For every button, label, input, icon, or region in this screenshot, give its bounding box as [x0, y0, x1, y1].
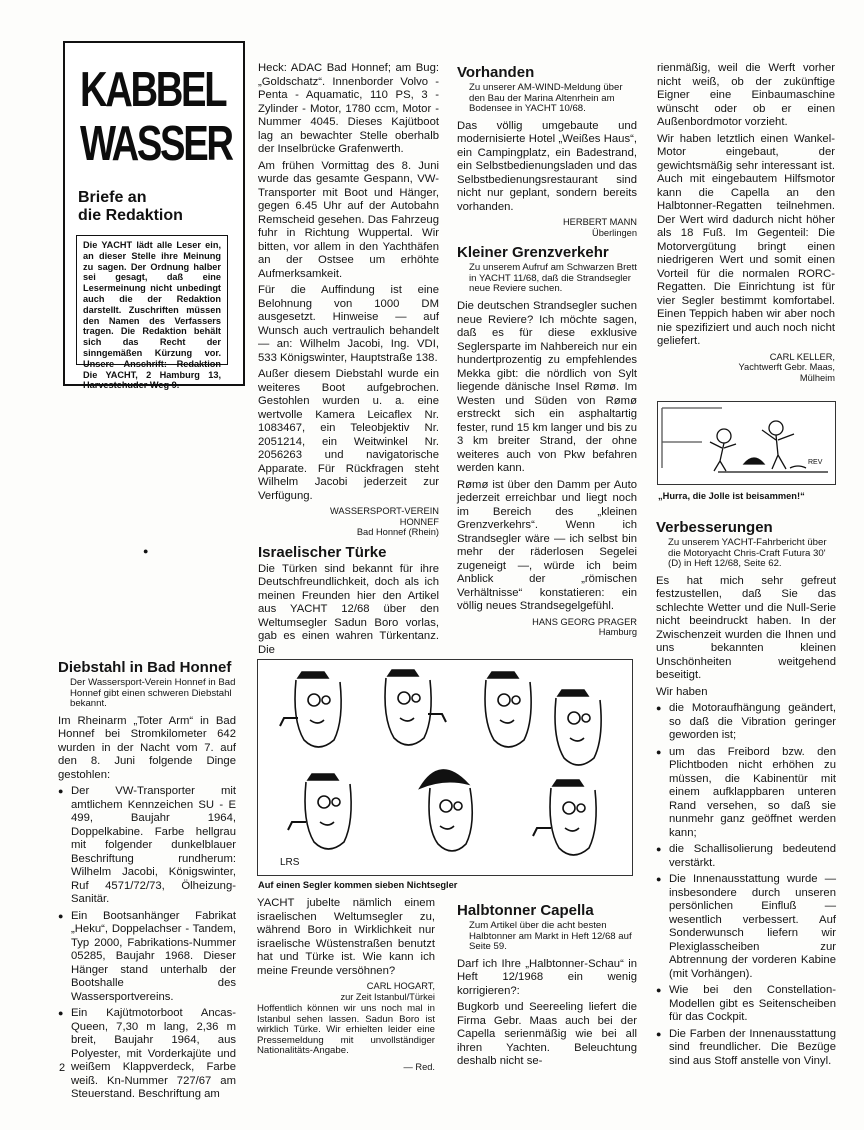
article-lead: Zu unserer AM-WIND-Meldung über den Bau der Marina Altenrhein am Bodensee in YACHT 10/68. — [469, 82, 623, 115]
paragraph: YACHT jubelte nämlich einem israelischen Weltumsegler zu, während Boro in Wirklichkeit nur israelische Wüstenstraßen benutzt hat und Türke ist. Wie kann ich meine Freunde versöhnen? — [257, 897, 435, 977]
article-lead: Der Wassersport-Verein Honnef in Bad Honnef gibt einen schweren Diebstahl bekannt. — [70, 677, 236, 710]
signature: Überlingen — [592, 227, 637, 238]
editor-signature: — Red. — [403, 1061, 435, 1072]
bullet-item: ● um das Freibord bzw. den Plichtboden nicht erhöhen zu müssen, die Kabinentür mit einem aufklappbaren unteren Rand versehen, so daß sie nunmehr ganz geöffnet werden kann; — [656, 746, 836, 841]
paragraph: Für die Auffindung ist eine Belohnung von 1000 DM ausgesetzt. Hinweise — auf Wunsch auch vertraulich behandelt — an: Wilhelm Jacobi, Ing. VDI, 533 Königswinter, Hauptstraße 138. — [258, 284, 439, 364]
paragraph: Bugkorb und Seereeling liefert die Firma Gebr. Maas auch bei der Capella serienmäßig wie bei all ihren Yachten. Beleuchtung deshalb nicht se- — [457, 1001, 637, 1068]
article-capella-cont — [657, 62, 835, 389]
paragraph: Wir haben letztlich einen Wankel-Motor eingebaut, der gewichtsmäßig sehr interessant ist. Auch mit eingebautem Hilfsmotor kann die Capella an den Halbtonner-Regatten teilnehmen. Der Wert wird dadurch nicht höher als 18 Fuß. Im Gegenteil: Die Motorvergütung bringt einen niedrigeren Wert und somit einen Vorteil für die normalen RORC-Regatten. Die Einrichtung ist für vier Segler bestimmt komfortabel. Einen Teppich haben wir aber noch nie spezifiziert und auch noch nicht geliefert. — [657, 132, 835, 347]
article-diebstahl-start — [58, 657, 236, 1103]
bullet-mark: ● — [143, 546, 149, 556]
signature: Yachtwerft Gebr. Maas, — [738, 362, 835, 372]
article-capella — [457, 900, 637, 1070]
bullet-item: ● Ein Bootsanhänger Fabrikat „Heku“, Doppelachser - Tandem, Typ 2000, Fabrikations-Nummer 05285, Baujahr 1968. Dieser Hänger stand unterhalb der Bootshalle des Wassersportvereins. — [58, 910, 236, 1005]
paragraph: Außer diesem Diebstahl wurde ein weiteres Boot aufgebrochen. Gestohlen wurden u. a. eine wertvolle Kamera Leicaflex Nr. 1083467, ein Teleobjektiv Nr. 2051214, ein Weitwinkel Nr. 2056263 und navigatorische Apparate. Für Rückfragen steht Wilhelm Jacobi jederzeit zur Verfügung. — [258, 368, 439, 502]
bullet-item: ● Der VW-Transporter mit amtlichem Kennzeichen SU - E 499, Baujahr 1964, Doppelkabine. Farbe hellgrau mit folgender dunkelblauer Beschriftung rundherum: Wilhelm Jacobi, Königswinter, Ruf 4571/72/73, Ölheizung-Sanitär. — [58, 785, 236, 907]
paragraph: rienmäßig, weil die Werft vorher nicht weiß, ob der zukünftige Eigner eine Einbaumaschine wünscht oder ob er einen Außenbordmotor vorzieht. — [657, 62, 835, 128]
signature: HONNEF — [399, 516, 439, 527]
article-heading: Verbesserungen — [656, 519, 773, 536]
page-number: 2 — [59, 1062, 66, 1074]
paragraph: Am frühen Vormittag des 8. Juni wurde das gesamte Gespann, VW-Transporter mit Boot und Hänger, gegen 6.45 Uhr auf der Autobahn Remscheid gesehen. Das Fahrzeug fuhr in Richtung Wuppertal. Wir bitten, vor allem in den Yachthäfen an der Ostsee um erhöhte Aufmerksamkeit. — [258, 159, 439, 280]
article-lead: Zum Artikel über die acht besten Halbtonner am Markt in Heft 12/68 auf Seite 59. — [469, 920, 632, 953]
cartoon-illustration — [258, 660, 632, 875]
article-vorhanden — [457, 62, 637, 644]
bullet-item: ● die Schallisolierung bedeutend verstärkt. — [656, 843, 836, 870]
cartoon-seven-men — [257, 659, 633, 876]
subtitle-line-1: Briefe an — [78, 189, 147, 206]
editor-reply: Hoffentlich können wir uns noch mal in Istanbul sehen lassen. Sadun Boro ist wirklich Türke. Wir erhielten leider eine Pressemeldung mit unvollständiger Nationalitäts-Angabe. — [257, 1003, 435, 1057]
subtitle-line-2: die Redaktion — [78, 207, 183, 224]
signature: HANS GEORG PRAGER — [532, 616, 637, 627]
paragraph: Heck: ADAC Bad Honnef; am Bug: „Goldschatz“. Innenborder Volvo - Penta - Aquamatic, 110 PS, 3 - Zylinder - Motor, 1780 ccm, Motor - Nummer 4045. Dieses Kajütboot lag an bewachter Stelle oberhalb der Inselbrücke Grafenwerth. — [258, 62, 439, 155]
section-title — [80, 63, 232, 171]
paragraph: Die deutschen Strandsegler suchen neue Reviere? Ich möchte sagen, daß es für diese exklusive Seglersparte im Nahbereich nur ein hundertprozentig zu empfehlendes Mekka gibt: die nördlich von Sylt liegende dänische Insel Rømø. Im Westen und Süden von Rømø erstreckt sich ein asphaltartig fester, rund 15 km langer und bis zu 3 km breiter Strand, der ohne weiteres auch von Pkw befahren werden kann. — [457, 300, 637, 475]
article-heading: Halbtonner Capella — [457, 902, 594, 919]
article-lead: Zu unserem Aufruf am Schwarzen Brett in YACHT 11/68, daß die Strandsegler neue Reviere suchen. — [469, 262, 637, 295]
article-diebstahl-cont — [258, 62, 439, 658]
signature: HERBERT MANN — [562, 217, 637, 228]
signature: Mülheim — [799, 372, 835, 383]
signature: WASSERSPORT-VEREIN — [329, 506, 439, 516]
signature: CARL HOGART, — [366, 981, 435, 991]
paragraph: Wir haben — [656, 685, 708, 698]
signature: Hamburg — [598, 627, 637, 638]
title-line-2: WASSER — [80, 117, 232, 171]
svg-text:REV: REV — [808, 459, 823, 466]
cartoon-signature: LRS — [280, 857, 300, 868]
signature: Bad Honnef (Rhein) — [356, 527, 439, 537]
paragraph: Es hat mich sehr gefreut festzustellen, daß Sie das schlechte Wetter und die Null-Serie nicht beeindruckt haben. In der Zwischenzeit wurden die Ihnen und uns bekannten kleinen Unschönheiten weitgehend beseitigt. — [656, 574, 836, 682]
article-heading: Kleiner Grenzverkehr — [457, 244, 609, 262]
section-header-box — [63, 41, 245, 391]
bullet-item: ● die Motoraufhängung geändert, so daß die Vibration geringer geworden ist; — [656, 702, 836, 743]
bullet-item: ● Wie bei den Constellation-Modellen gibt es Seitenscheiben für das Cockpit. — [656, 984, 836, 1025]
bullet-item: ● Die Innenausstattung wurde — insbesondere durch unseren persönlichen Einfluß — wesentlich verbessert. Auf Sonderwunsch liefern wir Plexiglasscheiben zur Abtrennung der vorderen Kabine (mit Vorhängen). — [656, 873, 836, 981]
signature: CARL KELLER, — [769, 351, 835, 362]
title-line-1: KABBEL — [80, 63, 226, 117]
paragraph: Im Rheinarm „Toter Arm“ in Bad Honnef bei Stromkilometer 642 wurden in der Nacht vom 7. auf den 8. Juni folgende Dinge gestohlen: — [58, 714, 236, 781]
paragraph: Die Türken sind bekannt für ihre Deutschfreundlichkeit, doch als ich meinen Freunden hier den Artikel aus YACHT 12/68 über den Weltumsegler Sadun Boro vorlas, gab es einen wahren Türkentanz. Die — [258, 562, 439, 656]
editorial-note: Die YACHT lädt alle Leser ein, an dieser Stelle ihre Meinung zu sagen. Der Ordnung halber sei gesagt, daß eine Lesermeinung nicht unbedingt auch die der Redaktion darstellt. Zuschriften müssen den Namen des Verfassers tragen. Die Redaktion behält sich das Recht der sinngemäßen Kürzung vor. Unsere Anschrift: Redaktion Die YACHT, 2 Hamburg 13, Harvestehuder Weg 9. — [76, 235, 228, 365]
paragraph: Darf ich Ihre „Halbtonner-Schau“ in Heft 12/1968 ein wenig korrigieren?: — [457, 957, 637, 997]
article-tuerke-cont — [257, 897, 435, 1078]
article-heading: Israelischer Türke — [258, 543, 387, 561]
section-subtitle — [78, 189, 183, 225]
article-heading: Vorhanden — [457, 64, 535, 81]
cartoon-jolle — [657, 401, 836, 485]
article-lead: Zu unserem YACHT-Fahrbericht über die Motoryacht Chris-Craft Futura 30' (D) in Heft 12/68, Seite 62. — [668, 537, 827, 570]
signature: zur Zeit Istanbul/Türkei — [340, 991, 435, 1002]
cartoon-caption: Auf einen Segler kommen sieben Nichtsegler — [258, 880, 458, 890]
jolle-caption: „Hurra, die Jolle ist beisammen!“ — [658, 491, 805, 501]
jolle-illustration — [658, 402, 835, 484]
article-heading: Diebstahl in Bad Honnef — [58, 659, 232, 676]
bullet-item: ● Ein Kajütmotorboot Ancas-Queen, 7,30 m lang, 2,36 m breit, Baujahr 1964, aus Polyester, mit Vorderkajüte und weißem Klappverdeck, Farbe weiß. Kn-Nummer 727/67 am Steuerstand. Beschriftung am — [58, 1007, 236, 1102]
paragraph: Rømø ist über den Damm per Auto jederzeit erreichbar und liegt noch im Bereich des „kleinen Grenzverkehrs“. Wenn ich Strandsegler wäre — ich selbst bin mehr der räderlosen Segelei zugeneigt —, würde ich beim Anblick der „römischen Verhältnisse“ konstatieren: ein völlig neues Strandsegelgefühl. — [457, 478, 637, 613]
bullet-item: ● Die Farben der Innenausstattung sind freundlicher. Die Bezüge sind aus Stoff anstelle von Vinyl. — [656, 1028, 836, 1069]
paragraph: Das völlig umgebaute und modernisierte Hotel „Weißes Haus“, ein Campingplatz, ein Badestrand, ein Selbstbedienungsladen und das Selbstbedienungsrestaurant sind nicht nur geplant, sondern bereits vorhanden. — [457, 119, 637, 213]
article-verbesserungen — [656, 517, 836, 1069]
